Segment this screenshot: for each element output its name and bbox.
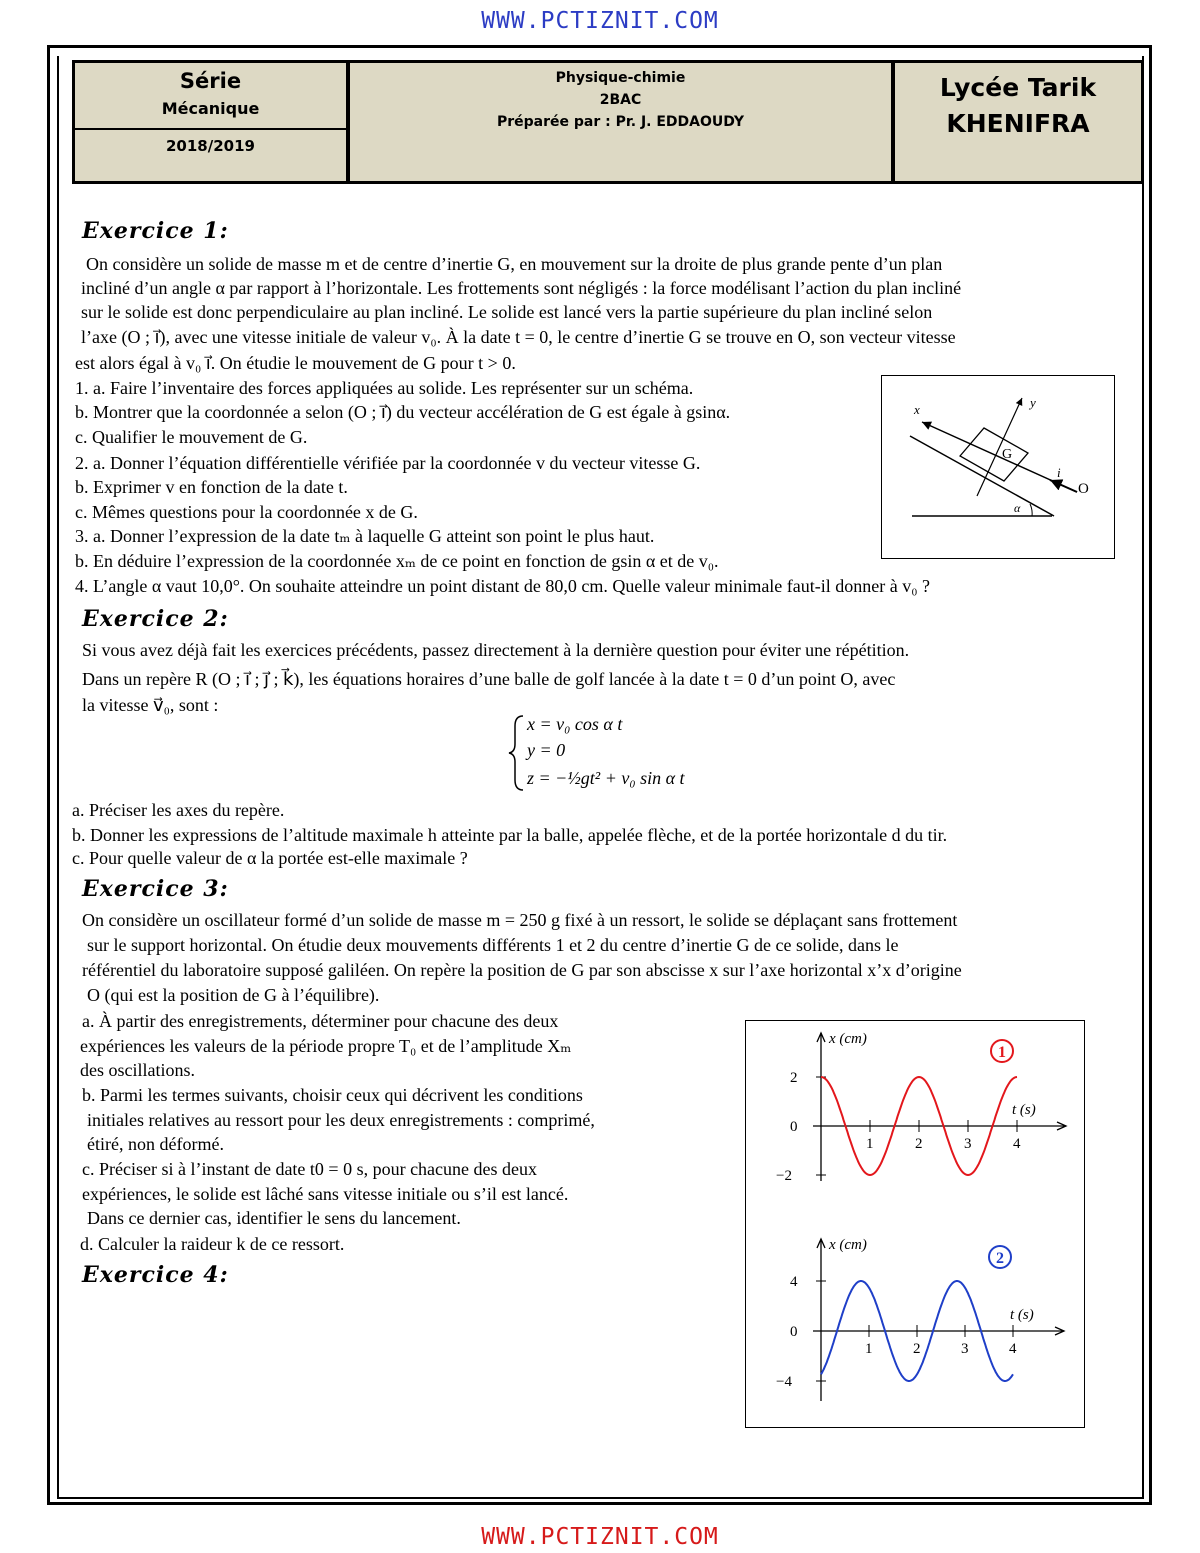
ex3-qb1: b. Parmi les termes suivants, choisir ceux qui décrivent les conditions xyxy=(82,1085,583,1105)
ex4-title: Exercice 4: xyxy=(82,1262,229,1288)
ex1-q2b: b. Exprimer v en fonction de la date t. xyxy=(75,477,348,497)
header-school-name: Lycée Tarik xyxy=(939,73,1097,102)
chart2-y-tick-label: 4 xyxy=(790,1274,798,1290)
chart1-y-tick-label: −2 xyxy=(776,1168,792,1184)
ex3-p1: On considère un oscillateur formé d’un solide de masse m = 250 g fixé à un ressort, le solide se déplaçant sans frottement xyxy=(82,910,958,930)
ex1-q1b: b. Montrer que la coordonnée a selon (O ; i⃗) du vecteur accélération de G est égale à gsinα. xyxy=(75,402,731,422)
ex3-p4: O (qui est la position de G à l’équilibre). xyxy=(87,985,380,1005)
ex3-p2: sur le support horizontal. On étudie deux mouvements différents 1 et 2 du centre d’inertie G de ce solide, dans le xyxy=(87,935,899,955)
ex1-p4: l’axe (O ; i⃗), avec une vitesse initiale de valeur v₀. À la date t = 0, le centre d’inertie G se trouve en O, son vecteur vitesse xyxy=(81,327,956,347)
chart2-x-tick-label: 4 xyxy=(1009,1341,1017,1357)
chart2-ylabel: x (cm) xyxy=(829,1237,867,1253)
ex3-qa2: expériences les valeurs de la période propre T₀ et de l’amplitude Xₘ xyxy=(80,1036,572,1056)
header-course-cell xyxy=(350,63,895,181)
header-school-cell xyxy=(895,63,1141,181)
ex3-title: Exercice 3: xyxy=(82,876,229,902)
chart2-x-tick-label: 3 xyxy=(961,1341,969,1357)
ex3-qc1: c. Préciser si à l’instant de date t0 = 0 s, pour chacune des deux xyxy=(82,1159,538,1179)
ex3-qc3: Dans ce dernier cas, identifier le sens du lancement. xyxy=(87,1208,461,1228)
chart2-title: 2 xyxy=(996,1250,1004,1267)
header-level: 2BAC xyxy=(599,92,642,108)
ex2-p3: la vitesse v⃗₀, sont : xyxy=(82,695,219,715)
ex1-p3: sur le solide est donc perpendiculaire au plan incliné. Le solide est lancé vers la partie supérieure du plan incliné selon xyxy=(81,302,933,322)
ex1-p2: incliné d’un angle α par rapport à l’horizontale. Les frottements sont négligés : la force modélisant l’action du plan incliné xyxy=(81,278,962,298)
header-subject: Mécanique xyxy=(161,99,260,118)
ex2-eq-x: x = v₀ cos α t xyxy=(527,714,623,734)
ex2-title: Exercice 2: xyxy=(82,606,229,632)
incline-plane xyxy=(910,436,1054,516)
fig-i-label: i⃗ xyxy=(1057,465,1071,480)
oscillation-charts xyxy=(746,1021,1083,1426)
header-matiere: Physique-chimie xyxy=(555,70,686,86)
ex2-eq-z: z = −½gt² + v₀ sin α t xyxy=(527,768,685,788)
ex1-q1a: 1. a. Faire l’inventaire des forces appliquées au solide. Les représenter sur un schéma. xyxy=(75,378,694,398)
ex2-equation-system xyxy=(505,712,735,794)
chart1-y-tick-label: 0 xyxy=(790,1119,798,1135)
header-serie: Série xyxy=(179,69,242,93)
ex1-p1: On considère un solide de masse m et de centre d’inertie G, en mouvement sur la droite de plus grande pente d’un plan xyxy=(86,254,943,274)
ex3-qb3: étiré, non déformé. xyxy=(87,1134,224,1154)
ex1-q3a: 3. a. Donner l’expression de la date tₘ à laquelle G atteint son point le plus haut. xyxy=(75,526,655,546)
alpha-arc xyxy=(1030,504,1032,516)
ex1-p5: est alors égal à v₀ i⃗. On étudie le mouvement de G pour t > 0. xyxy=(75,353,516,373)
chart1-xlabel: t (s) xyxy=(1012,1102,1036,1118)
ex1-q2a: 2. a. Donner l’équation différentielle vérifiée par la coordonnée v du vecteur vitesse G. xyxy=(75,453,701,473)
header-school-city: KHENIFRA xyxy=(946,109,1090,138)
chart1-x-tick-label: 4 xyxy=(1013,1136,1021,1152)
chart1-x-tick-label: 3 xyxy=(964,1136,972,1152)
ex2-p1: Si vous avez déjà fait les exercices précédents, passez directement à la dernière question pour éviter une répétition. xyxy=(82,640,910,660)
fig-x-label: x xyxy=(914,402,920,417)
chart1-x-tick-label: 2 xyxy=(915,1136,923,1152)
ex1-q3b: b. En déduire l’expression de la coordonnée xₘ de ce point en fonction de gsin α et de v₀. xyxy=(75,551,719,571)
ex2-qb: b. Donner les expressions de l’altitude maximale h atteinte par la balle, appelée flèche, et de la portée horizontale d du tir. xyxy=(72,825,948,845)
brace-icon xyxy=(509,716,523,790)
chart2-x-tick-label: 2 xyxy=(913,1341,921,1357)
ex1-q1c: c. Qualifier le mouvement de G. xyxy=(75,427,308,447)
chart1-title: 1 xyxy=(998,1044,1006,1061)
ex3-p3: référentiel du laboratoire supposé galiléen. On repère la position de G par son abscisse x sur l’axe horizontal x’x d’origine xyxy=(82,960,962,980)
fig-y-label: y xyxy=(1030,395,1036,410)
incline-diagram xyxy=(882,376,1113,557)
ex2-p2: Dans un repère R (O ; i⃗ ; j⃗ ; k⃗), les équations horaires d’une balle de golf lancée à la date t = 0 d’un point O, avec xyxy=(82,669,896,689)
ex2-eq-y: y = 0 xyxy=(527,740,566,760)
chart2-y-tick-label: 0 xyxy=(790,1324,798,1340)
header-author: Préparée par : Pr. J. EDDAOUDY xyxy=(496,114,745,130)
ex3-qb2: initiales relatives au ressort pour les deux enregistrements : comprimé, xyxy=(87,1110,595,1130)
watermark-bottom: WWW.PCTIZNIT.COM xyxy=(481,1524,719,1550)
ex1-q4: 4. L’angle α vaut 10,0°. On souhaite atteindre un point distant de 80,0 cm. Quelle valeur minimale faut-il donner à v₀ ? xyxy=(75,576,931,596)
ex3-qa3: des oscillations. xyxy=(80,1060,195,1080)
chart2-xlabel: t (s) xyxy=(1010,1307,1034,1323)
ex3-qc2: expériences, le solide est lâché sans vitesse initiale ou s’il est lancé. xyxy=(82,1184,569,1204)
chart2-y-tick-label: −4 xyxy=(776,1374,792,1390)
header-table xyxy=(72,60,1144,184)
fig-alpha-label: α xyxy=(1014,501,1021,515)
chart1-ylabel: x (cm) xyxy=(829,1031,867,1047)
chart1-y-tick-label: 2 xyxy=(790,1070,798,1086)
fig-g-label: G xyxy=(1002,447,1013,462)
watermark-top: WWW.PCTIZNIT.COM xyxy=(481,8,719,34)
ex3-qd: d. Calculer la raideur k de ce ressort. xyxy=(80,1234,345,1254)
ex1-q2c: c. Mêmes questions pour la coordonnée x de G. xyxy=(75,502,418,522)
ex1-title: Exercice 1: xyxy=(82,218,229,244)
incline-figure xyxy=(881,375,1115,559)
oscillation-figure xyxy=(745,1020,1085,1428)
i-vector-arrow xyxy=(1050,480,1077,492)
fig-o-label: O xyxy=(1078,481,1089,497)
header-serie-cell xyxy=(75,63,350,181)
y-axis-arrow xyxy=(977,398,1022,496)
header-year: 2018/2019 xyxy=(166,137,255,155)
chart2-x-tick-label: 1 xyxy=(865,1341,873,1357)
ex2-qc: c. Pour quelle valeur de α la portée est-elle maximale ? xyxy=(72,848,468,868)
ex2-qa: a. Préciser les axes du repère. xyxy=(72,800,285,820)
ex3-qa1: a. À partir des enregistrements, déterminer pour chacune des deux xyxy=(82,1011,559,1031)
chart1-x-tick-label: 1 xyxy=(866,1136,874,1152)
